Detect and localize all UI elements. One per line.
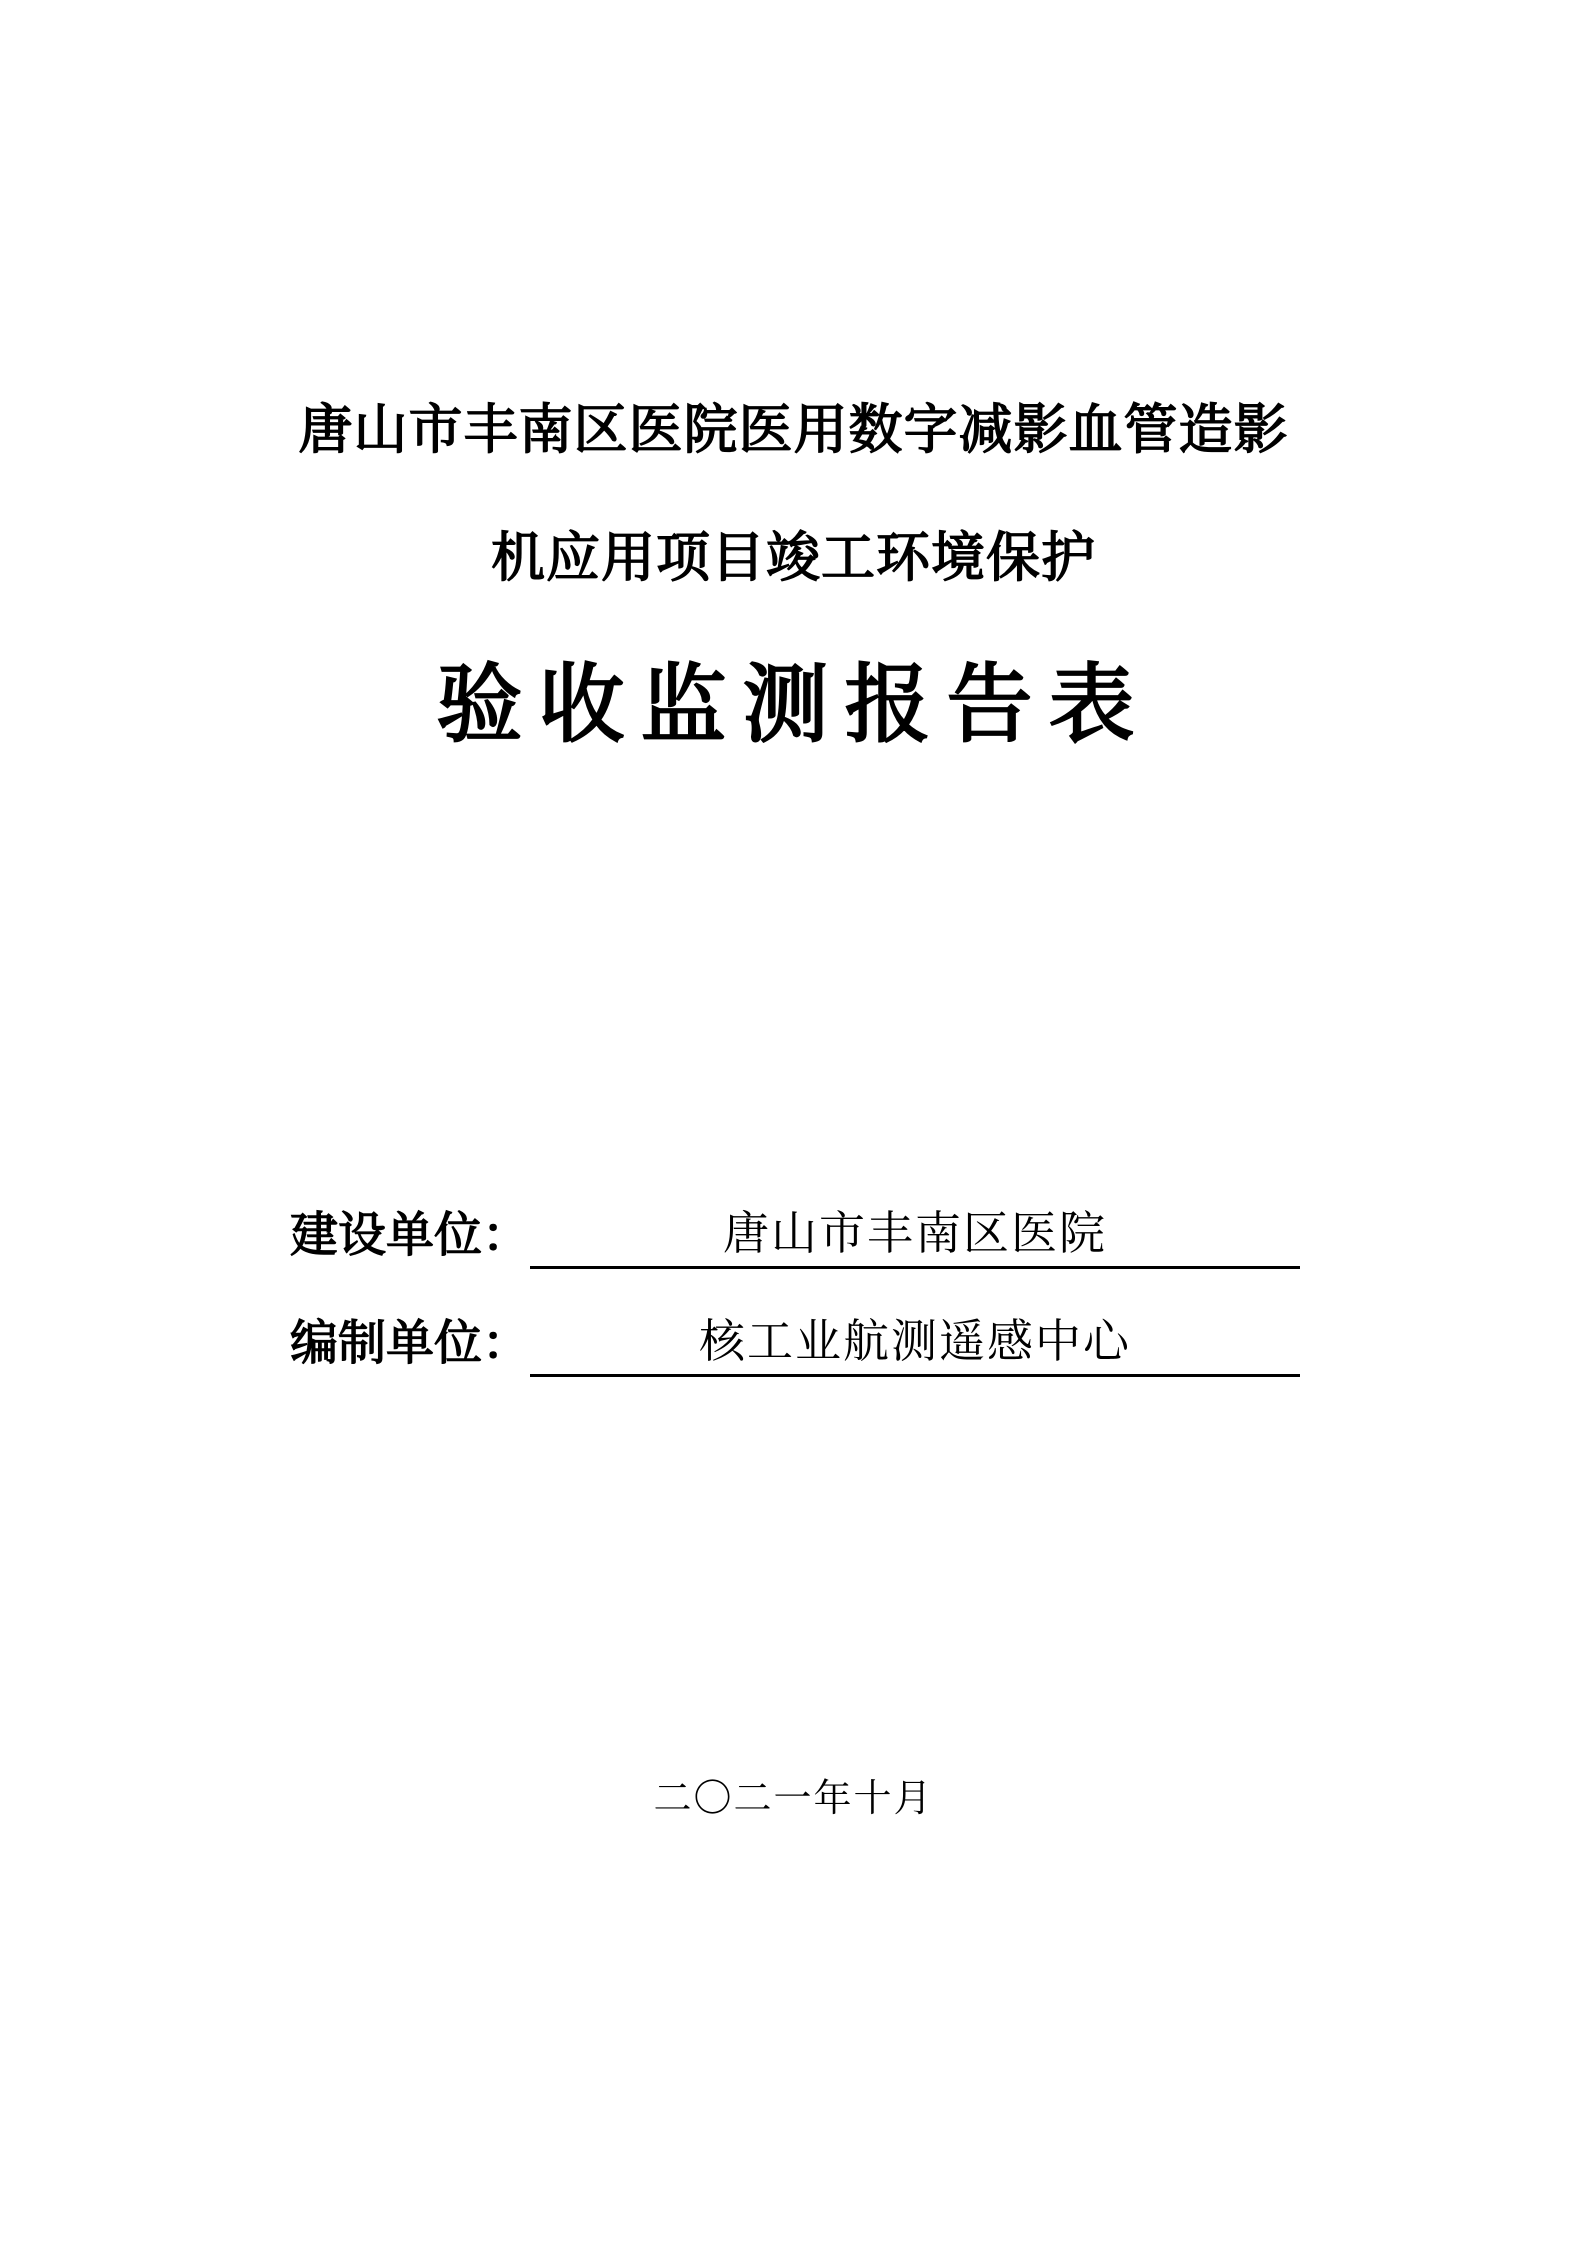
builder-label: 建设单位：: [290, 1207, 531, 1263]
builder-field: [530, 1200, 1300, 1269]
compiler-row: [290, 1308, 1310, 1378]
compiler-value: 核工业航测遥感中心: [699, 1314, 1131, 1368]
compiler-label: 编制单位：: [290, 1315, 531, 1371]
report-title-line-2: 机应用项目竣工环境保护: [491, 525, 1096, 589]
builder-value: 唐山市丰南区医院: [723, 1206, 1107, 1260]
builder-row: [290, 1200, 1310, 1270]
compiler-field: [530, 1308, 1300, 1377]
report-title-line-1: 唐山市丰南区医院医用数字减影血管造影: [298, 397, 1289, 461]
report-title-main: 验收监测报告表: [436, 654, 1151, 755]
report-date: 二〇二一年十月: [653, 1776, 934, 1820]
